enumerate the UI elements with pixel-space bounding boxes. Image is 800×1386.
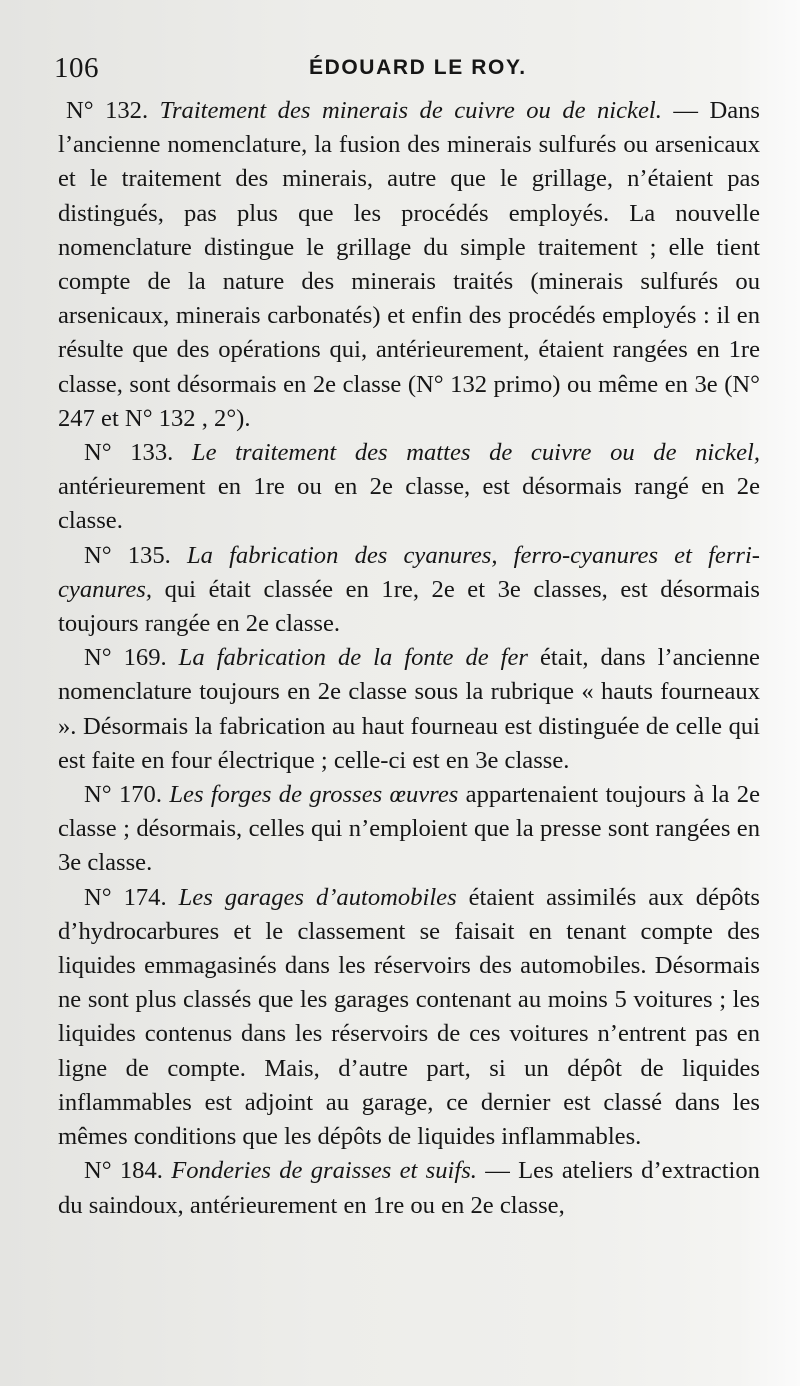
page-header <box>54 52 754 92</box>
entry-text: qui était classée en 1re, 2e et 3e classes, est désormais toujours rangée en 2e classe. <box>58 575 760 638</box>
entry-title: Fonderies de graisses et suifs. <box>171 1157 477 1185</box>
entry-number: N° 169. <box>84 644 167 672</box>
entry-title: Le traitement des mattes de cuivre ou de nickel, <box>191 439 760 467</box>
body-text <box>58 94 760 1223</box>
page-number: 106 <box>54 52 99 84</box>
entry-number: N° 133. <box>84 439 174 467</box>
entry-title: Les forges de grosses œuvres <box>169 781 459 809</box>
paragraph-170 <box>58 778 760 881</box>
running-title: ÉDOUARD LE ROY. <box>309 56 527 79</box>
entry-title: La fabrication des cyanures, ferro-cyanures et ferri-cyanures, <box>58 541 760 603</box>
paragraph-169 <box>58 641 760 778</box>
entry-number: N° 135. <box>84 541 171 569</box>
entry-text: étaient assimilés aux dépôts d’hydrocarbures et le classement se faisait en tenant compte des liquides emmagasinés dans les réservoirs des automobiles. Désormais ne sont plus classés que les garages contenant au moins 5 voitures ; les liquides contenus dans les réservoirs de ces voitures n’entrent pas en ligne de compte. Mais, d’autre part, si un dépôt de liquides inflammables est adjoint au garage, ce dernier est classé dans les mêmes conditions que les dépôts de liquides inflammables. <box>58 883 760 1151</box>
paragraph-135 <box>58 539 760 642</box>
paragraph-174 <box>58 881 760 1155</box>
entry-title: Les garages d’automobiles <box>178 883 457 911</box>
paragraph-133 <box>58 436 760 539</box>
entry-number: N° 170. <box>84 781 162 809</box>
entry-text: — Les ateliers d’extraction du saindoux, antérieurement en 1re ou en 2e classe, <box>58 1157 760 1219</box>
entry-text: appartenaient toujours à la 2e classe ; désormais, celles qui n’emploient que la presse sont rangées en 3e classe. <box>58 781 760 877</box>
entry-title: Traitement des minerais de cuivre ou de nickel. <box>159 97 662 124</box>
entry-text: était, dans l’ancienne nomenclature toujours en 2e classe sous la rubrique « hauts fourneaux ». Désormais la fabrication au haut fourneau est distinguée de celle qui est faite en four électrique ; celle-ci est en 3e classe. <box>58 644 760 774</box>
paragraph-132 <box>58 94 760 436</box>
entry-text: — Dans l’ancienne nomenclature, la fusion des minerais sulfurés ou arsenicaux et le traitement des minerais, autre que le grillage, n’étaient pas distingués, pas plus que les procédés employés. La nouvelle nomenclature distingue le grillage du simple traitement ; elle tient compte de la nature des minerais traités (minerais sulfurés ou arsenicaux, minerais carbonatés) et enfin des procédés employés : il en résulte que des opérations qui, antérieurement, étaient rangées en 1re classe, sont désormais en 2e classe (N° 132 primo) ou même en 3e (N° 247 et N° 132 , 2°). <box>58 97 760 432</box>
entry-number: N° 184. <box>84 1157 163 1185</box>
paragraph-184 <box>58 1154 760 1222</box>
entry-number: N° 132. <box>66 97 149 124</box>
entry-text: antérieurement en 1re ou en 2e classe, est désormais rangé en 2e classe. <box>58 473 760 535</box>
entry-number: N° 174. <box>84 883 167 911</box>
entry-title: La fabrication de la fonte de fer <box>178 644 528 672</box>
